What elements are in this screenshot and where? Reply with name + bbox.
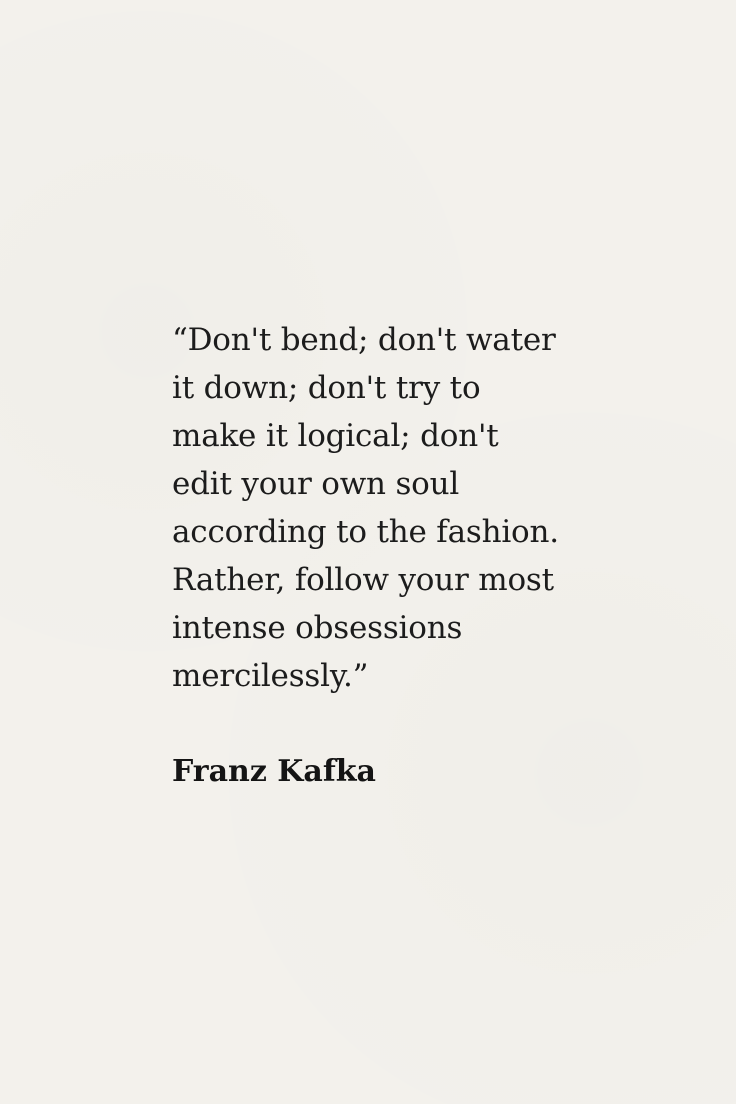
quote-text <box>172 316 632 700</box>
quote-line: edit your own soul <box>172 466 460 502</box>
quote-line: it down; don't try to <box>172 370 481 406</box>
quote-line: intense obsessions <box>172 610 463 646</box>
quote-line: “Don't bend; don't water <box>172 322 556 358</box>
quote-line: mercilessly.” <box>172 658 369 694</box>
quote-line: according to the fashion. <box>172 514 559 550</box>
quote-line: make it logical; don't <box>172 418 499 454</box>
quote-author: Franz Kafka <box>172 754 376 789</box>
quote-line: Rather, follow your most <box>172 562 554 598</box>
